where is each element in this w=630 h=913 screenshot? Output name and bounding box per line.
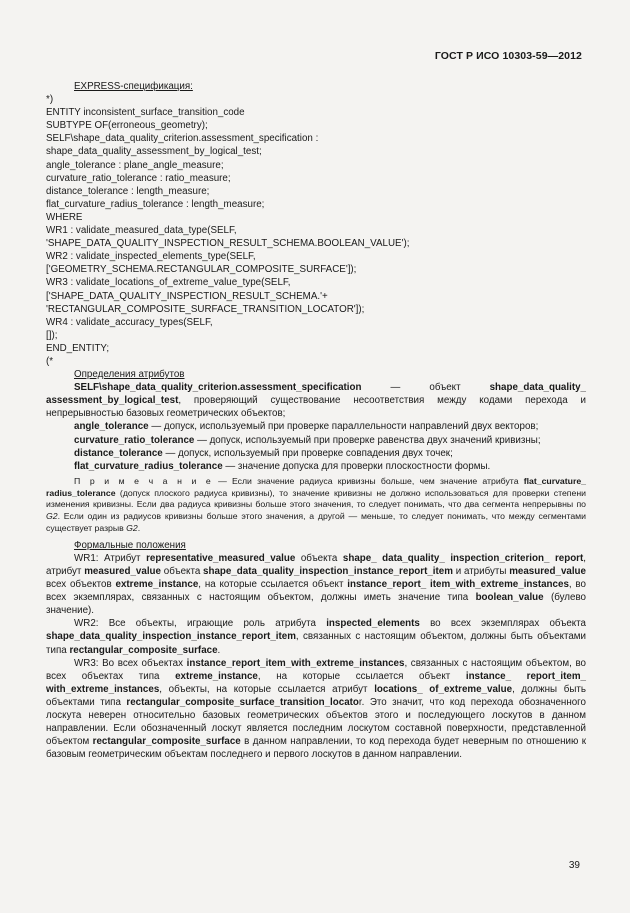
rule-text: WR2: Все объекты, играющие роль атрибута <box>74 618 327 630</box>
express-line: END_ENTITY; <box>46 342 110 354</box>
attr-curv-desc: — допуск, используемый при проверке равенства двух значений кривизны; <box>194 434 541 446</box>
attr-flat-desc: — значение допуска для проверки плоскостности формы. <box>222 460 491 472</box>
note-paragraph <box>46 476 586 535</box>
attr-self-desc: , проверяющий существование несоответствия между кодами перехода и непрерывностью базовых геометрических объектов; <box>46 395 586 420</box>
rule-text: , связанных с настоящим объектом, должны быть объектами типа <box>46 631 586 656</box>
rule-text: (булево значение). <box>46 592 587 617</box>
page-number: 39 <box>568 860 580 871</box>
rule-term: rectangular_composite_surface <box>69 644 218 656</box>
rule-term: boolean_value <box>475 592 544 604</box>
attr-angle-desc: — допуск, используемый при проверке параллельности направлений двух векторов; <box>148 421 539 433</box>
rule-wr2 <box>46 617 586 656</box>
attributes-heading: Определения атрибутов <box>74 369 185 381</box>
express-line: *) <box>46 94 54 106</box>
rules-heading: Формальные положения <box>74 539 186 551</box>
rule-term: instance_report_ item_with_extreme_instances <box>347 579 569 591</box>
note-term: flat_curvature_ radius_tolerance <box>46 475 586 498</box>
note-text-1: — Если значение радиуса кривизны больше, чем значение атрибута <box>212 475 524 486</box>
rule-term: locations_ of_extreme_value <box>374 683 513 695</box>
rule-text: , атрибут <box>46 552 586 577</box>
express-line: SELF\shape_data_quality_criterion.assessment_specification : <box>46 133 319 145</box>
rule-text: , объекты, на которые ссылается атрибут <box>159 683 375 695</box>
note-label: П р и м е ч а н и е <box>74 475 213 486</box>
note-g2-b: G2 <box>126 523 138 533</box>
rule-text: , во всех экземплярах, связанных с настоящим объектом, должны иметь значение типа <box>46 579 586 604</box>
rule-term: extreme_instance <box>175 670 258 682</box>
document-body <box>46 80 586 761</box>
standard-header: ГОСТ Р ИСО 10303-59—2012 <box>434 50 582 62</box>
attr-curvature <box>46 434 586 447</box>
rule-text: и атрибуты <box>452 565 510 577</box>
attr-dist-desc: — допуск, используемый при проверке совпадения двух точек; <box>162 447 453 459</box>
rule-wr1 <box>46 552 586 617</box>
express-line: ENTITY inconsistent_surface_transition_code <box>46 107 245 119</box>
express-line: 'SHAPE_DATA_QUALITY_INSPECTION_RESULT_SCHEMA.BOOLEAN_VALUE'); <box>46 238 410 250</box>
note-text-2: (допуск плоского радиуса кривизны), то значение кривизны не должно использоваться для проверки степени изменения кривизны. Если два радиуса кривизны больше этого значения, то следует понимать, что два сегмента непрерывны по <box>46 487 586 510</box>
rule-term: instance_ report_item_ with_extreme_instances <box>46 670 586 695</box>
attr-self <box>46 381 586 420</box>
rule-term: rectangular_composite_surface <box>92 736 241 748</box>
rule-term: instance_report_item_with_extreme_instances <box>186 657 405 669</box>
rule-term: shape_data_quality_inspection_instance_report_item <box>203 565 453 577</box>
express-line: (* <box>46 355 54 367</box>
rule-text: в данном направлении, то код перехода будет неверным по отношению к базовым геометрическим объектам последнего и первого лоскутов в данном направлении. <box>46 736 586 761</box>
express-line: []); <box>46 329 58 341</box>
rule-text: WR1: Атрибут <box>74 552 147 564</box>
attr-angle <box>46 420 586 433</box>
attr-self-mid: — объект <box>361 382 490 394</box>
express-line: shape_data_quality_assessment_by_logical_test; <box>46 146 262 158</box>
express-code <box>46 93 586 368</box>
attr-distance <box>46 447 586 460</box>
express-line: SUBTYPE OF(erroneous_geometry); <box>46 120 208 132</box>
express-line: angle_tolerance : plane_angle_measure; <box>46 159 224 171</box>
rule-text: всех объектов <box>46 579 116 591</box>
rule-term: shape_ data_quality_ inspection_criterion_ report <box>342 552 584 564</box>
rule-text: объекта <box>295 552 343 564</box>
express-line: ['GEOMETRY_SCHEMA.RECTANGULAR_COMPOSITE_SURFACE']); <box>46 264 357 276</box>
note-g2-a: G2 <box>46 511 58 522</box>
attr-self-term: SELF\shape_data_quality_criterion.assessment_specification <box>74 382 362 394</box>
express-line: distance_tolerance : length_measure; <box>46 185 210 197</box>
rule-term: measured_value <box>84 565 161 577</box>
express-line: curvature_ratio_tolerance : ratio_measure; <box>46 172 231 184</box>
express-line: WR4 : validate_accuracy_types(SELF, <box>46 316 213 328</box>
express-heading: EXPRESS-спецификация: <box>74 81 193 92</box>
rule-term: extreme_instance <box>115 579 199 591</box>
express-line: WR1 : validate_measured_data_type(SELF, <box>46 225 237 237</box>
express-line: WHERE <box>46 211 83 223</box>
rule-term: measured_value <box>509 565 586 577</box>
rule-text: , связанных с настоящим объектом, во всех объектах типа <box>46 657 586 682</box>
rule-text: объекта <box>160 565 204 577</box>
attr-curv-term: curvature_ratio_tolerance <box>74 434 195 446</box>
express-line: WR3 : validate_locations_of_extreme_value_type(SELF, <box>46 277 291 289</box>
rule-text: , на которые ссылается объект <box>257 670 466 682</box>
note-text-4: . <box>137 523 141 533</box>
rule-term: shape_data_quality_inspection_instance_report_item <box>46 631 296 643</box>
attr-angle-term: angle_tolerance <box>74 421 149 433</box>
rule-term: rectangular_composite_surface_transition_locato <box>126 696 359 708</box>
note-text-3: . Если один из радиусов кривизны больше этого значения, а другой — меньше, то следует понимать, что между сегментами существует разрыв <box>46 511 586 533</box>
attr-flat-term: flat_curvature_radius_tolerance <box>74 460 223 472</box>
rule-term: inspected_elements <box>326 618 420 630</box>
rule-wr3 <box>46 657 586 762</box>
express-line: flat_curvature_radius_tolerance : length_measure; <box>46 198 265 210</box>
attr-dist-term: distance_tolerance <box>74 447 163 459</box>
express-line: 'RECTANGULAR_COMPOSITE_SURFACE_TRANSITION_LOCATOR']); <box>46 303 365 315</box>
rule-text: , на которые ссылается объект <box>198 579 348 591</box>
express-line: WR2 : validate_inspected_elements_type(SELF, <box>46 251 256 263</box>
attr-self-term2: shape_data_quality_ assessment_by_logical_test <box>46 382 586 407</box>
rule-term: representative_measured_value <box>146 552 296 564</box>
rule-text: WR3: Во всех объектах <box>74 657 187 669</box>
rule-text: , должны быть объектами типа <box>46 683 586 708</box>
rule-text: r. Это значит, что код перехода обозначенного лоскута неверен относительно базовых геометрических объектов этого и последующего лоскутов в данном направлении. Если обозначенный лоскут является последним лоскутом составной поверхности, представленной объектом <box>46 696 586 748</box>
attr-flat <box>46 460 586 473</box>
rule-text: . <box>217 644 221 656</box>
express-line: ['SHAPE_DATA_QUALITY_INSPECTION_RESULT_SCHEMA.'+ <box>46 290 328 302</box>
rule-text: во всех экземплярах объекта <box>419 618 586 630</box>
